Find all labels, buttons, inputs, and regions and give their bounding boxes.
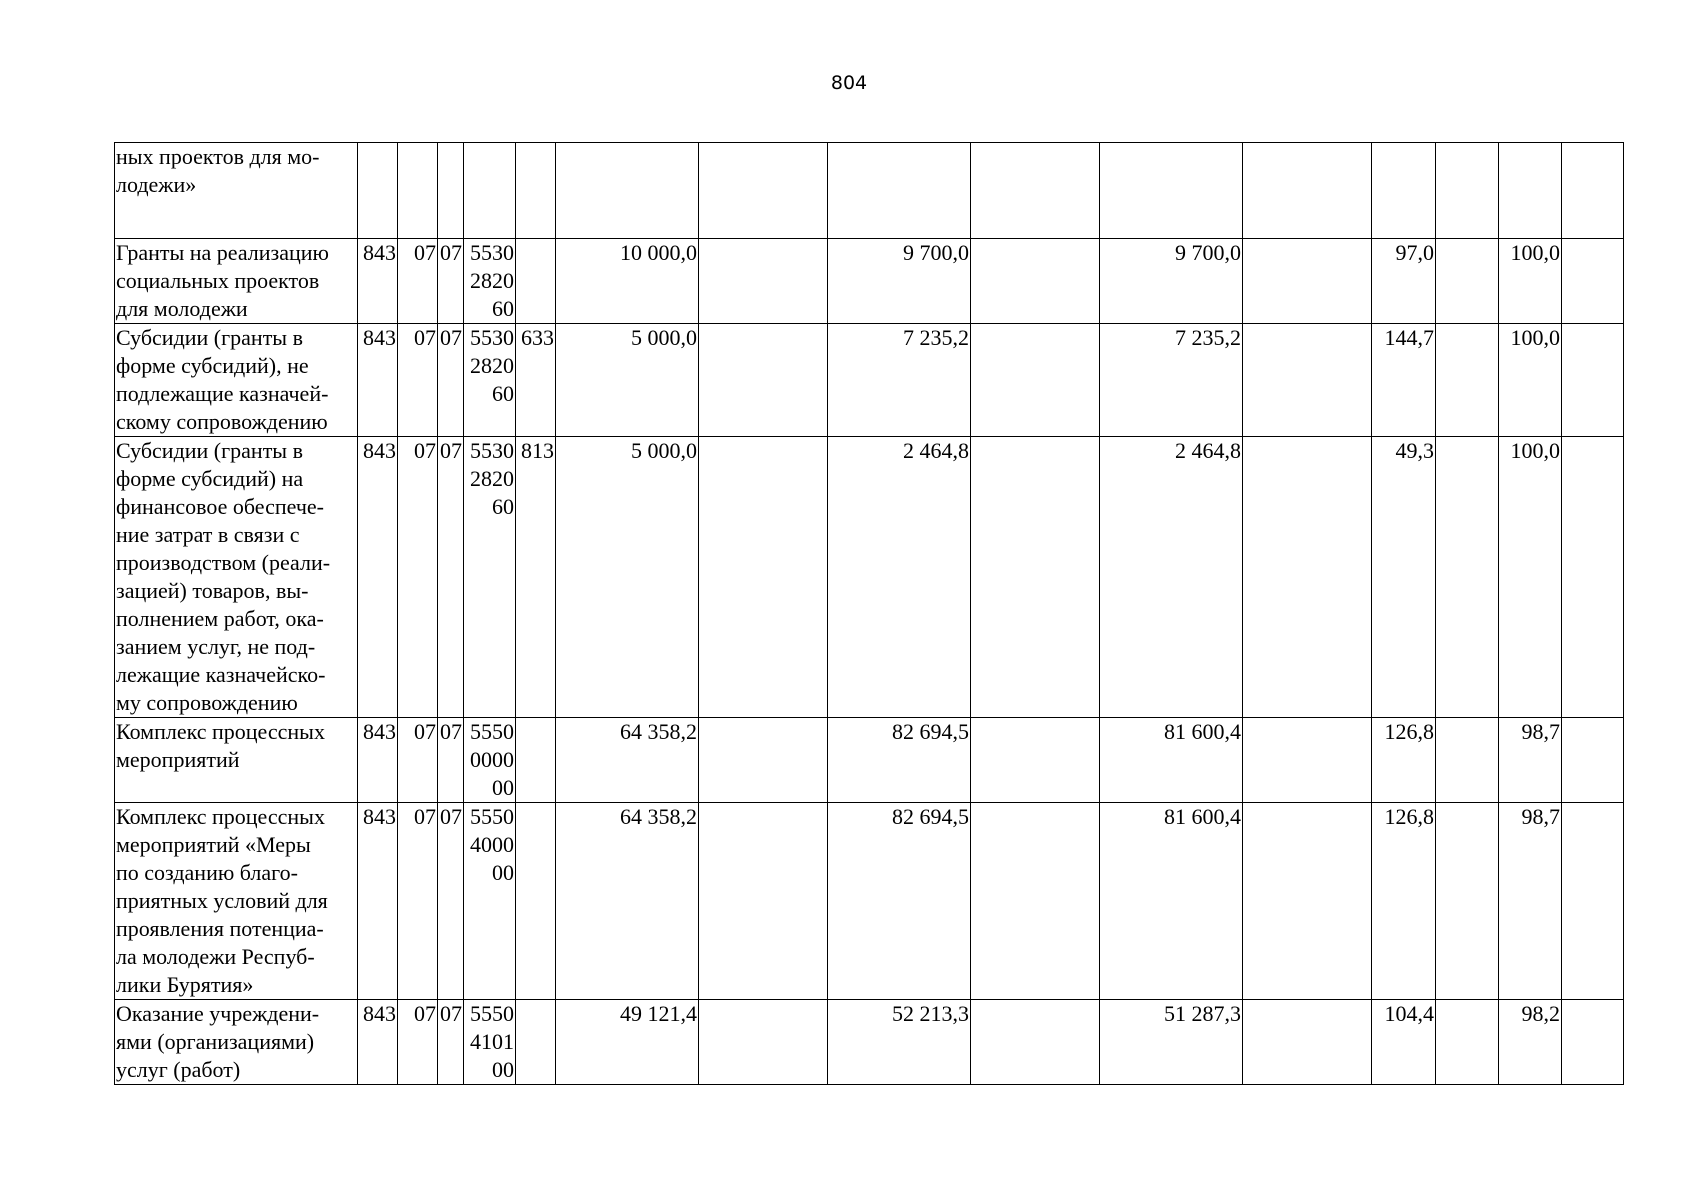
row-description: Комплекс процессных мероприятий «Меры по созданию благо- приятных условий для проявления потенциа- ла молодежи Респуб- лики Бурятия» — [115, 803, 358, 1000]
percent-of-revised: 100,0 — [1499, 437, 1562, 718]
row-description: Комплекс процессных мероприятий — [115, 718, 358, 803]
expense-type-code — [516, 239, 556, 324]
empty-cell — [1562, 1000, 1624, 1085]
empty-cell — [971, 324, 1100, 437]
empty-cell — [1436, 1000, 1499, 1085]
empty-cell — [1562, 324, 1624, 437]
percent-of-revised: 98,7 — [1499, 718, 1562, 803]
subsection-code: 07 — [438, 437, 464, 718]
table-row — [115, 143, 1624, 239]
section-code: 07 — [398, 239, 438, 324]
amount-executed: 81 600,4 — [1100, 718, 1243, 803]
row-description: Субсидии (гранты в форме субсидий) на финансовое обеспече- ние затрат в связи с производством (реали- зацией) товаров, вы- полнением работ, ока- занием услуг, не под- лежащие казначейско- му сопровождению — [115, 437, 358, 718]
expense-type-code — [516, 143, 556, 239]
amount-executed: 81 600,4 — [1100, 803, 1243, 1000]
grbs-code: 843 — [358, 803, 398, 1000]
grbs-code: 843 — [358, 239, 398, 324]
empty-cell — [1562, 143, 1624, 239]
amount-executed: 9 700,0 — [1100, 239, 1243, 324]
subsection-code: 07 — [438, 718, 464, 803]
percent-of-approved: 104,4 — [1372, 1000, 1436, 1085]
grbs-code: 843 — [358, 324, 398, 437]
percent-of-revised: 100,0 — [1499, 324, 1562, 437]
percent-of-approved: 97,0 — [1372, 239, 1436, 324]
empty-cell — [699, 803, 828, 1000]
amount-revised — [828, 143, 971, 239]
empty-cell — [1436, 143, 1499, 239]
amount-executed: 2 464,8 — [1100, 437, 1243, 718]
empty-cell — [699, 1000, 828, 1085]
empty-cell — [1562, 803, 1624, 1000]
row-description: ных проектов для мо- лодежи» — [115, 143, 358, 239]
empty-cell — [1243, 324, 1372, 437]
subsection-code: 07 — [438, 324, 464, 437]
empty-cell — [1436, 324, 1499, 437]
empty-cell — [971, 437, 1100, 718]
empty-cell — [699, 143, 828, 239]
expense-type-code — [516, 1000, 556, 1085]
target-article-code: 5550 4000 00 — [464, 803, 516, 1000]
amount-approved: 10 000,0 — [556, 239, 699, 324]
subsection-code — [438, 143, 464, 239]
page-number: 804 — [830, 72, 868, 94]
percent-of-approved: 49,3 — [1372, 437, 1436, 718]
amount-executed: 7 235,2 — [1100, 324, 1243, 437]
amount-executed — [1100, 143, 1243, 239]
amount-revised: 2 464,8 — [828, 437, 971, 718]
section-code: 07 — [398, 437, 438, 718]
empty-cell — [971, 239, 1100, 324]
percent-of-revised: 100,0 — [1499, 239, 1562, 324]
section-code: 07 — [398, 803, 438, 1000]
section-code: 07 — [398, 718, 438, 803]
row-description: Оказание учреждени- ями (организациями) услуг (работ) — [115, 1000, 358, 1085]
expense-type-code — [516, 803, 556, 1000]
percent-of-revised: 98,7 — [1499, 803, 1562, 1000]
percent-of-approved: 126,8 — [1372, 718, 1436, 803]
empty-cell — [1243, 1000, 1372, 1085]
target-article-code — [464, 143, 516, 239]
target-article-code: 5530 2820 60 — [464, 324, 516, 437]
percent-of-approved: 144,7 — [1372, 324, 1436, 437]
empty-cell — [1562, 718, 1624, 803]
subsection-code: 07 — [438, 803, 464, 1000]
table-row — [115, 718, 1624, 803]
empty-cell — [699, 718, 828, 803]
subsection-code: 07 — [438, 239, 464, 324]
expense-type-code: 633 — [516, 324, 556, 437]
target-article-code: 5550 0000 00 — [464, 718, 516, 803]
amount-revised: 82 694,5 — [828, 803, 971, 1000]
empty-cell — [699, 437, 828, 718]
empty-cell — [1243, 143, 1372, 239]
table-row — [115, 324, 1624, 437]
amount-approved — [556, 143, 699, 239]
table-row — [115, 1000, 1624, 1085]
empty-cell — [971, 803, 1100, 1000]
empty-cell — [1562, 437, 1624, 718]
grbs-code — [358, 143, 398, 239]
section-code: 07 — [398, 324, 438, 437]
section-code — [398, 143, 438, 239]
budget-table — [114, 142, 1624, 1085]
grbs-code: 843 — [358, 718, 398, 803]
amount-approved: 64 358,2 — [556, 803, 699, 1000]
expense-type-code: 813 — [516, 437, 556, 718]
section-code: 07 — [398, 1000, 438, 1085]
table-row — [115, 437, 1624, 718]
subsection-code: 07 — [438, 1000, 464, 1085]
percent-of-approved: 126,8 — [1372, 803, 1436, 1000]
empty-cell — [1243, 239, 1372, 324]
table-row — [115, 803, 1624, 1000]
expense-type-code — [516, 718, 556, 803]
amount-revised: 82 694,5 — [828, 718, 971, 803]
empty-cell — [1243, 803, 1372, 1000]
empty-cell — [1243, 718, 1372, 803]
empty-cell — [1436, 437, 1499, 718]
table-row — [115, 239, 1624, 324]
empty-cell — [699, 324, 828, 437]
target-article-code: 5530 2820 60 — [464, 239, 516, 324]
target-article-code: 5550 4101 00 — [464, 1000, 516, 1085]
row-description: Гранты на реализацию социальных проектов для молодежи — [115, 239, 358, 324]
amount-approved: 5 000,0 — [556, 324, 699, 437]
empty-cell — [1562, 239, 1624, 324]
empty-cell — [1436, 803, 1499, 1000]
row-description: Субсидии (гранты в форме субсидий), не подлежащие казначей- скому сопровождению — [115, 324, 358, 437]
amount-approved: 49 121,4 — [556, 1000, 699, 1085]
amount-revised: 52 213,3 — [828, 1000, 971, 1085]
empty-cell — [699, 239, 828, 324]
grbs-code: 843 — [358, 1000, 398, 1085]
empty-cell — [1436, 239, 1499, 324]
amount-revised: 9 700,0 — [828, 239, 971, 324]
empty-cell — [1436, 718, 1499, 803]
amount-revised: 7 235,2 — [828, 324, 971, 437]
percent-of-revised — [1499, 143, 1562, 239]
empty-cell — [1243, 437, 1372, 718]
amount-approved: 64 358,2 — [556, 718, 699, 803]
grbs-code: 843 — [358, 437, 398, 718]
empty-cell — [971, 143, 1100, 239]
percent-of-approved — [1372, 143, 1436, 239]
amount-executed: 51 287,3 — [1100, 1000, 1243, 1085]
amount-approved: 5 000,0 — [556, 437, 699, 718]
empty-cell — [971, 1000, 1100, 1085]
empty-cell — [971, 718, 1100, 803]
percent-of-revised: 98,2 — [1499, 1000, 1562, 1085]
target-article-code: 5530 2820 60 — [464, 437, 516, 718]
